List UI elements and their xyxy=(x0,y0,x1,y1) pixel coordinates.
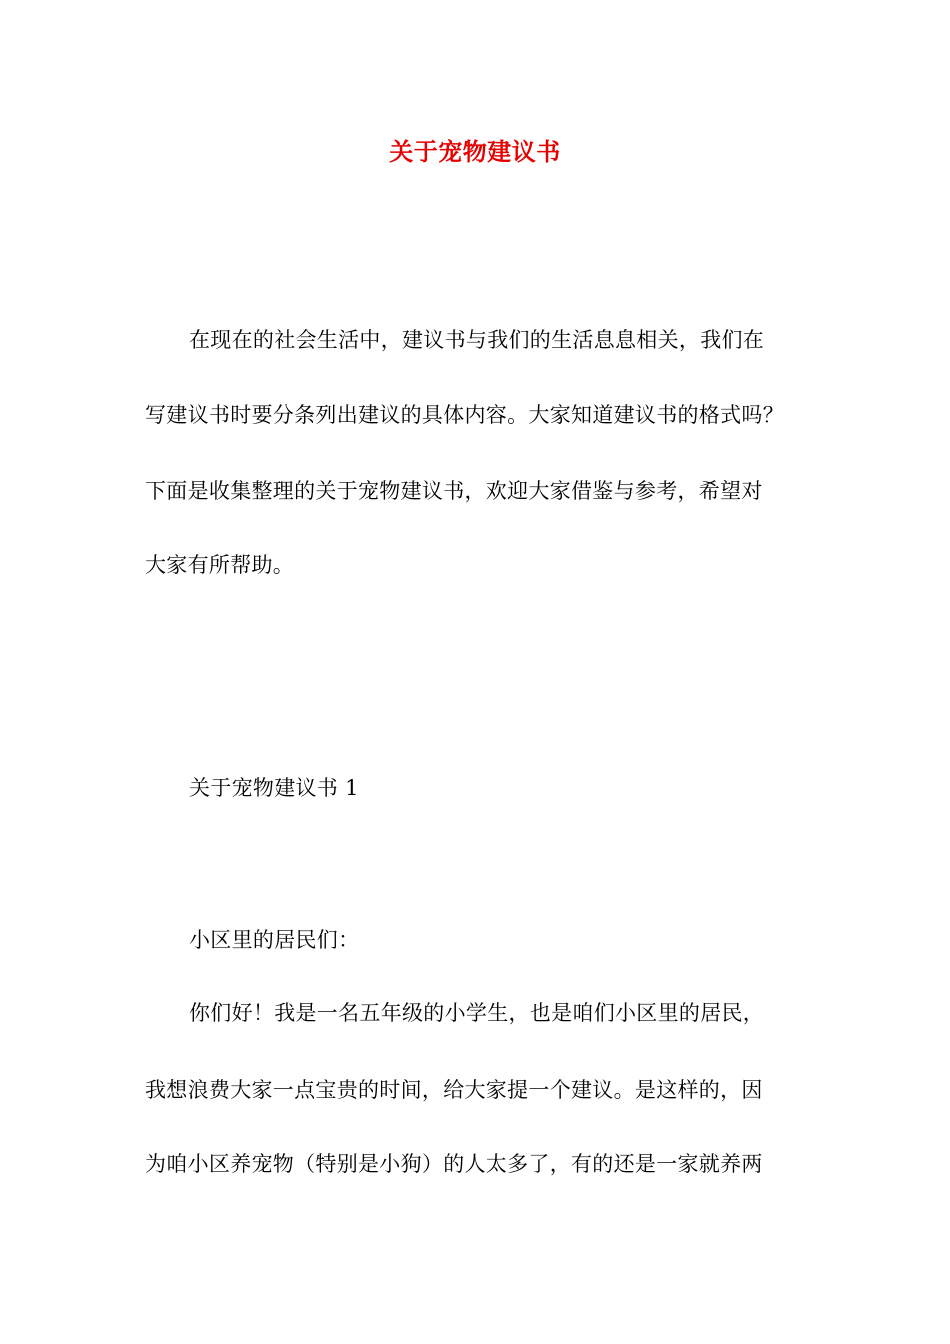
salutation: 小区里的居民们： xyxy=(189,928,360,952)
body-line-1: 你们好！我是一名五年级的小学生，也是咱们小区里的居民， xyxy=(189,1001,765,1025)
body-line-2: 我想浪费大家一点宝贵的时间，给大家提一个建议。是这样的，因 xyxy=(145,1078,763,1102)
intro-line-3: 下面是收集整理的关于宠物建议书，欢迎大家借鉴与参考，希望对 xyxy=(145,479,763,503)
body-line-3: 为咱小区养宠物（特别是小狗）的人太多了，有的还是一家就养两 xyxy=(145,1152,763,1176)
document-title: 关于宠物建议书 xyxy=(389,137,561,166)
intro-line-4: 大家有所帮助。 xyxy=(145,553,295,577)
section-heading: 关于宠物建议书 1 xyxy=(189,776,359,800)
intro-line-1: 在现在的社会生活中，建议书与我们的生活息息相关，我们在 xyxy=(189,328,765,352)
intro-line-2: 写建议书时要分条列出建议的具体内容。大家知道建议书的格式吗？ xyxy=(145,403,784,427)
